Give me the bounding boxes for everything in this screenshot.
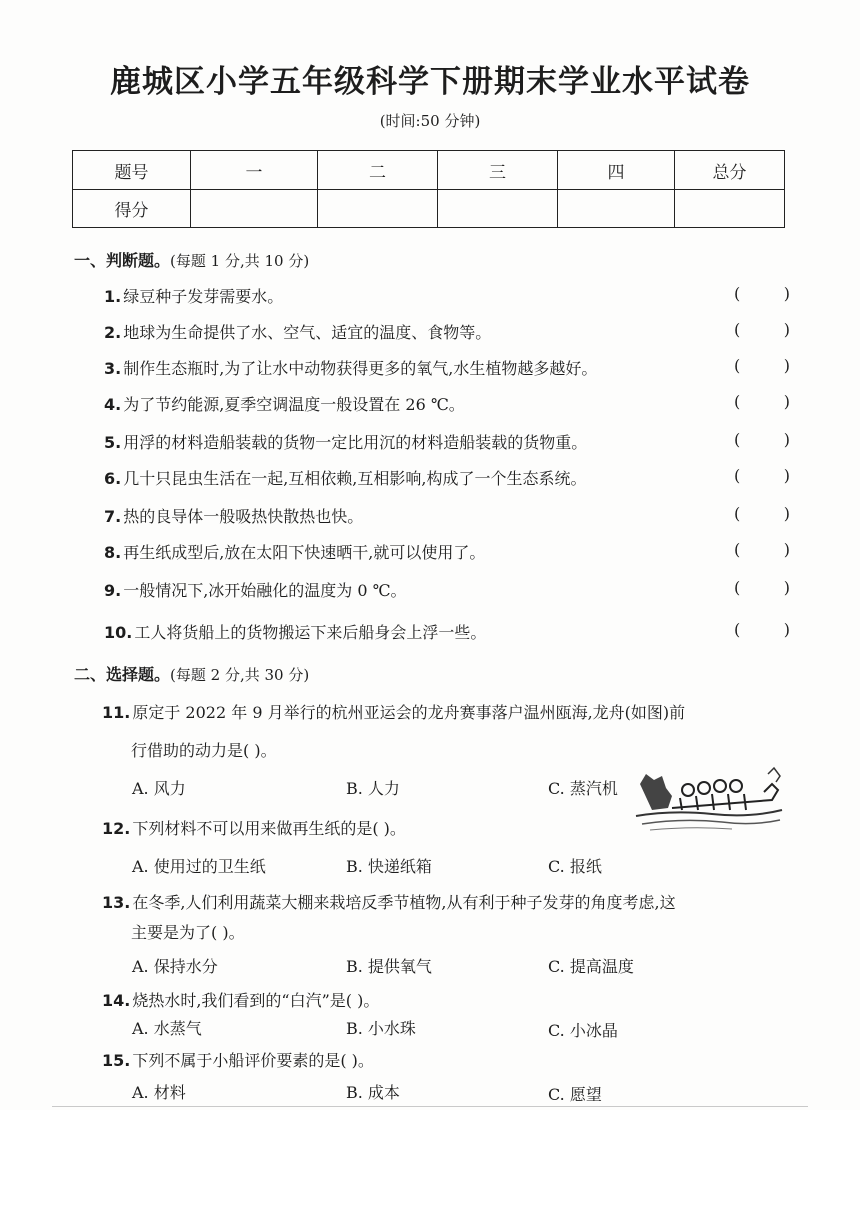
question-number: 2. xyxy=(104,323,122,342)
open-paren: ( xyxy=(734,466,741,485)
section-1-heading xyxy=(74,248,309,271)
option-a[interactable]: A. 使用过的卫生纸 xyxy=(132,857,266,876)
answer-blank[interactable] xyxy=(734,430,790,449)
question-12 xyxy=(102,816,406,839)
open-paren: ( xyxy=(734,578,741,597)
question-11-continuation: 行借助的动力是( )。 xyxy=(131,741,277,760)
option-b[interactable]: B. 人力 xyxy=(346,779,400,798)
question-text: 下列材料不可以用来做再生纸的是( )。 xyxy=(132,819,406,838)
score-cell[interactable] xyxy=(191,190,318,228)
score-table-header-cell: 四 xyxy=(558,151,675,190)
tf-question xyxy=(104,320,800,343)
tf-question xyxy=(104,430,800,453)
section-title: 二、选择题。 xyxy=(74,665,171,684)
question-text: 下列不属于小船评价要素的是( )。 xyxy=(132,1051,374,1070)
close-paren: ) xyxy=(783,540,790,559)
question-text: 为了节约能源,夏季空调温度一般设置在 26 ℃。 xyxy=(123,395,465,414)
page-bottom-divider xyxy=(52,1106,808,1107)
answer-blank[interactable] xyxy=(734,540,790,559)
tf-question xyxy=(104,620,800,643)
question-text: 在冬季,人们利用蔬菜大棚来栽培反季节植物,从有利于种子发芽的角度考虑,这 xyxy=(132,893,676,912)
question-15 xyxy=(102,1048,374,1071)
option-c[interactable]: C. 提高温度 xyxy=(548,957,634,976)
score-cell[interactable] xyxy=(318,190,438,228)
answer-blank[interactable] xyxy=(734,466,790,485)
open-paren: ( xyxy=(734,392,741,411)
question-text: 工人将货船上的货物搬运下来后船身会上浮一些。 xyxy=(134,623,487,642)
question-number: 10. xyxy=(104,623,133,642)
score-table-header-cell: 一 xyxy=(191,151,318,190)
open-paren: ( xyxy=(734,504,741,523)
question-13 xyxy=(102,890,676,913)
score-table xyxy=(72,150,785,228)
answer-blank[interactable] xyxy=(734,284,790,303)
question-text: 再生纸成型后,放在太阳下快速晒干,就可以使用了。 xyxy=(123,543,486,562)
question-text: 热的良导体一般吸热快散热也快。 xyxy=(123,507,364,526)
close-paren: ) xyxy=(783,320,790,339)
question-number: 13. xyxy=(102,893,131,912)
score-table-header-row xyxy=(73,151,785,190)
option-a[interactable]: A. 材料 xyxy=(132,1083,186,1102)
question-number: 4. xyxy=(104,395,122,414)
score-row-label: 得分 xyxy=(73,190,191,228)
option-c[interactable]: C. 小冰晶 xyxy=(548,1021,618,1040)
section-note: (每题 1 分,共 10 分) xyxy=(170,252,310,270)
tf-question xyxy=(104,504,800,527)
question-14 xyxy=(102,988,379,1011)
question-number: 9. xyxy=(104,581,122,600)
option-a[interactable]: A. 风力 xyxy=(132,779,186,798)
question-11 xyxy=(102,700,685,723)
close-paren: ) xyxy=(783,430,790,449)
open-paren: ( xyxy=(734,540,741,559)
tf-question xyxy=(104,392,800,415)
question-number: 11. xyxy=(102,703,131,722)
question-number: 7. xyxy=(104,507,122,526)
option-b[interactable]: B. 成本 xyxy=(346,1083,400,1102)
section-2-heading xyxy=(74,662,309,685)
question-number: 15. xyxy=(102,1051,131,1070)
score-cell[interactable] xyxy=(438,190,558,228)
question-number: 3. xyxy=(104,359,122,378)
tf-question xyxy=(104,356,800,379)
question-number: 6. xyxy=(104,469,122,488)
question-text: 制作生态瓶时,为了让水中动物获得更多的氧气,水生植物越多越好。 xyxy=(123,359,598,378)
answer-blank[interactable] xyxy=(734,356,790,375)
option-b[interactable]: B. 快递纸箱 xyxy=(346,857,432,876)
open-paren: ( xyxy=(734,356,741,375)
score-table-score-row xyxy=(73,190,785,228)
score-table-header-cell: 二 xyxy=(318,151,438,190)
close-paren: ) xyxy=(783,578,790,597)
question-text: 地球为生命提供了水、空气、适宜的温度、食物等。 xyxy=(123,323,492,342)
question-text: 几十只昆虫生活在一起,互相依赖,互相影响,构成了一个生态系统。 xyxy=(123,469,587,488)
option-b[interactable]: B. 提供氧气 xyxy=(346,957,432,976)
answer-blank[interactable] xyxy=(734,578,790,597)
tf-question xyxy=(104,284,800,307)
close-paren: ) xyxy=(783,466,790,485)
dragon-boat-illustration xyxy=(632,764,788,834)
option-a[interactable]: A. 水蒸气 xyxy=(132,1019,202,1038)
question-number: 1. xyxy=(104,287,122,306)
tf-question xyxy=(104,540,800,563)
score-table-header-cell: 题号 xyxy=(73,151,191,190)
close-paren: ) xyxy=(783,284,790,303)
question-text: 一般情况下,冰开始融化的温度为 0 ℃。 xyxy=(123,581,407,600)
answer-blank[interactable] xyxy=(734,620,790,639)
section-title: 一、判断题。 xyxy=(74,251,171,270)
option-c[interactable]: C. 愿望 xyxy=(548,1085,602,1104)
question-number: 5. xyxy=(104,433,122,452)
answer-blank[interactable] xyxy=(734,392,790,411)
close-paren: ) xyxy=(783,392,790,411)
close-paren: ) xyxy=(783,504,790,523)
score-cell[interactable] xyxy=(675,190,785,228)
score-table-header-cell: 总分 xyxy=(675,151,785,190)
open-paren: ( xyxy=(734,430,741,449)
close-paren: ) xyxy=(783,620,790,639)
open-paren: ( xyxy=(734,284,741,303)
question-number: 12. xyxy=(102,819,131,838)
question-number: 14. xyxy=(102,991,131,1010)
open-paren: ( xyxy=(734,620,741,639)
section-note: (每题 2 分,共 30 分) xyxy=(170,666,310,684)
tf-question xyxy=(104,466,800,489)
page-title: 鹿城区小学五年级科学下册期末学业水平试卷 xyxy=(110,64,750,100)
answer-blank[interactable] xyxy=(734,504,790,523)
close-paren: ) xyxy=(783,356,790,375)
option-b[interactable]: B. 小水珠 xyxy=(346,1019,416,1038)
question-text: 烧热水时,我们看到的“白汽”是( )。 xyxy=(132,991,380,1010)
question-13-continuation: 主要是为了( )。 xyxy=(131,923,245,942)
exam-duration: (时间:50 分钟) xyxy=(379,112,481,130)
question-text: 用浮的材料造船装载的货物一定比用沉的材料造船装载的货物重。 xyxy=(123,433,588,452)
score-table-header-cell: 三 xyxy=(438,151,558,190)
option-c[interactable]: C. 蒸汽机 xyxy=(548,779,618,798)
score-cell[interactable] xyxy=(558,190,675,228)
option-a[interactable]: A. 保持水分 xyxy=(132,957,218,976)
answer-blank[interactable] xyxy=(734,320,790,339)
open-paren: ( xyxy=(734,320,741,339)
question-text: 原定于 2022 年 9 月举行的杭州亚运会的龙舟赛事落户温州瓯海,龙舟(如图)前 xyxy=(132,703,686,722)
question-text: 绿豆种子发芽需要水。 xyxy=(123,287,284,306)
tf-question xyxy=(104,578,800,601)
option-c[interactable]: C. 报纸 xyxy=(548,857,602,876)
question-number: 8. xyxy=(104,543,122,562)
